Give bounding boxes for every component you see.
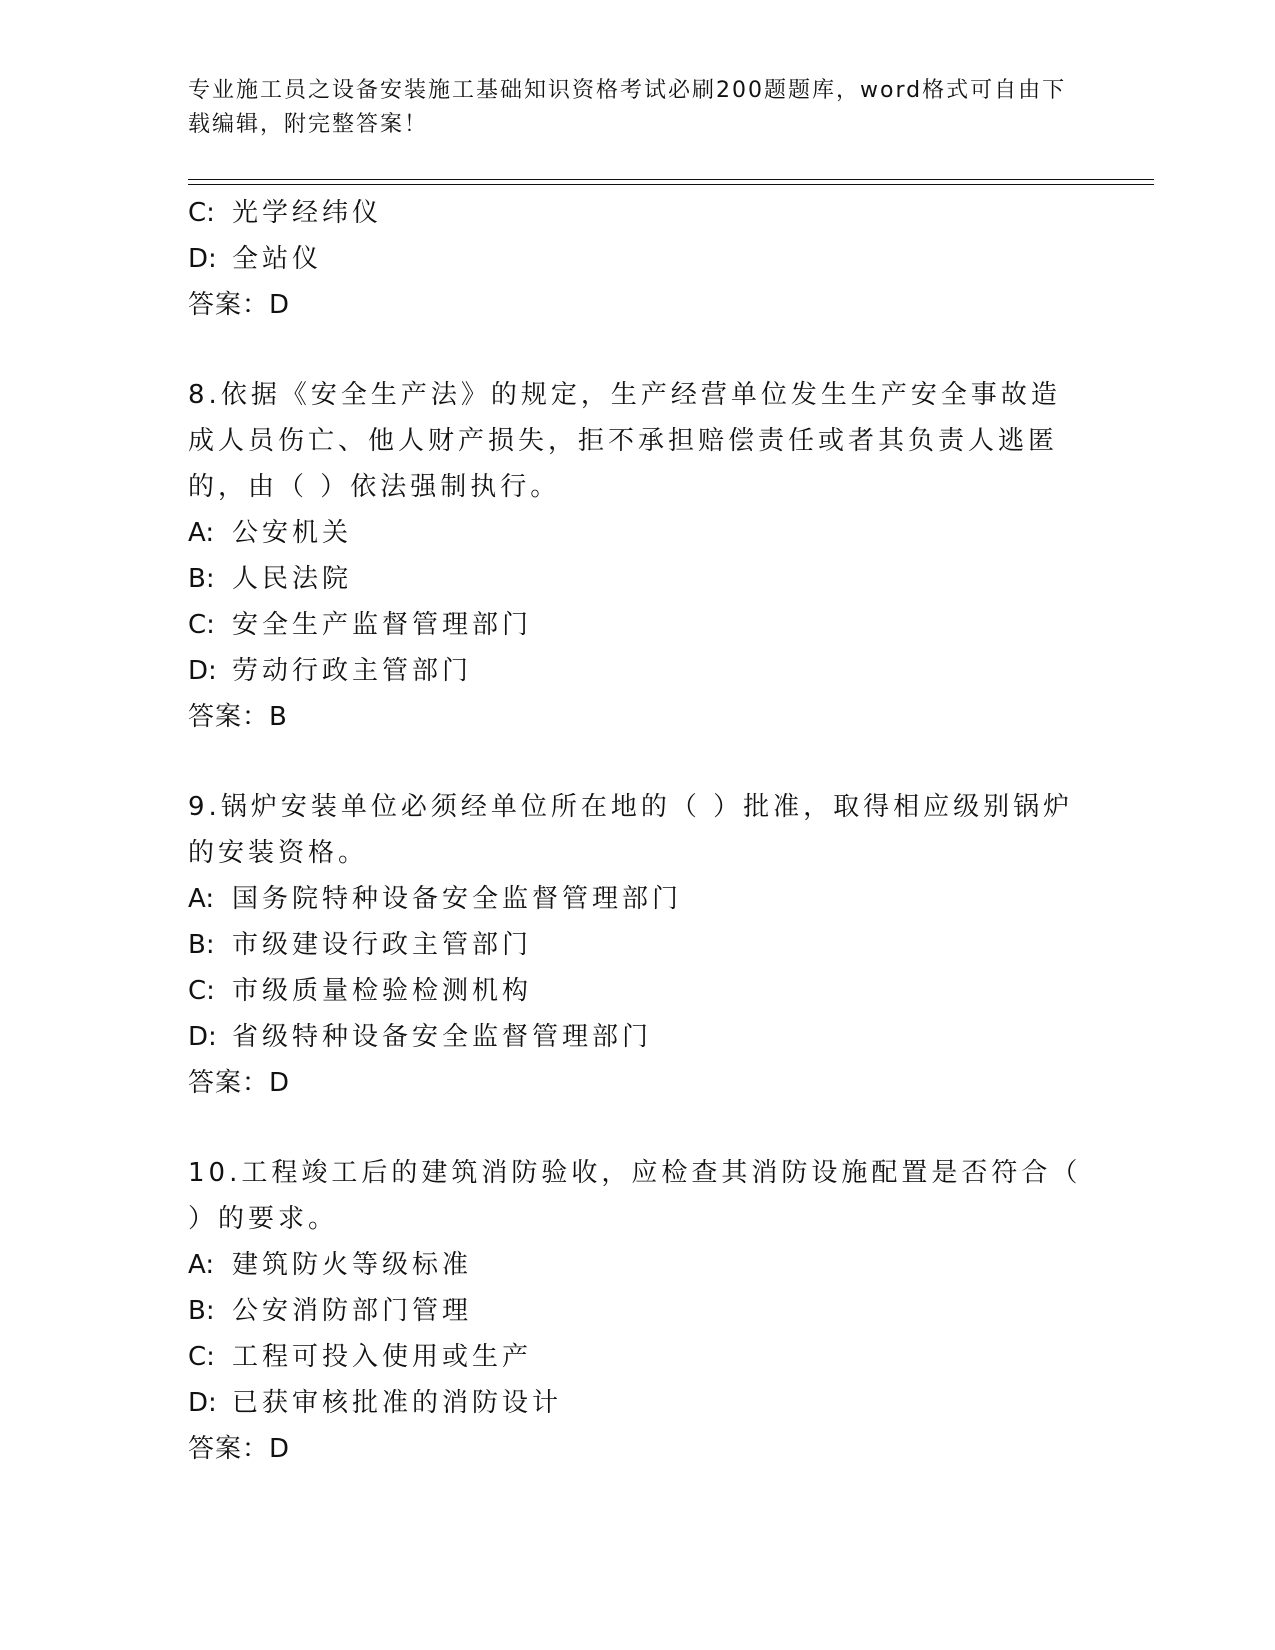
question-8 — [188, 372, 1108, 740]
answer-line: 答案：D — [188, 1068, 291, 1098]
option-b: B: 市级建设行政主管部门 — [188, 930, 533, 960]
option-c: C: 工程可投入使用或生产 — [188, 1342, 533, 1372]
header-divider-top — [188, 179, 1154, 180]
option-a: A: 公安机关 — [188, 518, 353, 548]
answer-line: 答案：D — [188, 1434, 291, 1464]
question-9 — [188, 784, 1108, 1106]
option-d: D: 全站仪 — [188, 244, 323, 274]
answer-line: 答案：D — [188, 290, 291, 320]
option-d: D: 省级特种设备安全监督管理部门 — [188, 1022, 653, 1052]
continued-question — [188, 190, 1108, 328]
option-a: A: 建筑防火等级标准 — [188, 1250, 473, 1280]
question-list — [188, 190, 1108, 1472]
option-b: B: 人民法院 — [188, 564, 353, 594]
option-d: D: 已获审核批准的消防设计 — [188, 1388, 563, 1418]
option-c: C: 光学经纬仪 — [188, 198, 383, 228]
option-c: C: 市级质量检验检测机构 — [188, 976, 533, 1006]
document-header: 专业施工员之设备安装施工基础知识资格考试必刷200题题库，word格式可自由下载编辑，附完整答案！ — [188, 78, 1067, 137]
option-a: A: 国务院特种设备安全监督管理部门 — [188, 884, 683, 914]
header-divider-bottom — [188, 184, 1154, 185]
question-stem: 9.锅炉安装单位必须经单位所在地的（ ）批准，取得相应级别锅炉的安装资格。 — [188, 792, 1074, 868]
option-d: D: 劳动行政主管部门 — [188, 656, 473, 686]
question-stem: 10.工程竣工后的建筑消防验收，应检查其消防设施配置是否符合（ ）的要求。 — [188, 1158, 1082, 1234]
answer-line: 答案：B — [188, 702, 288, 732]
question-stem: 8.依据《安全生产法》的规定，生产经营单位发生生产安全事故造成人员伤亡、他人财产损失，拒不承担赔偿责任或者其负责人逃匿的，由（ ）依法强制执行。 — [188, 380, 1061, 502]
option-b: B: 公安消防部门管理 — [188, 1296, 473, 1326]
option-c: C: 安全生产监督管理部门 — [188, 610, 533, 640]
question-10 — [188, 1150, 1108, 1472]
